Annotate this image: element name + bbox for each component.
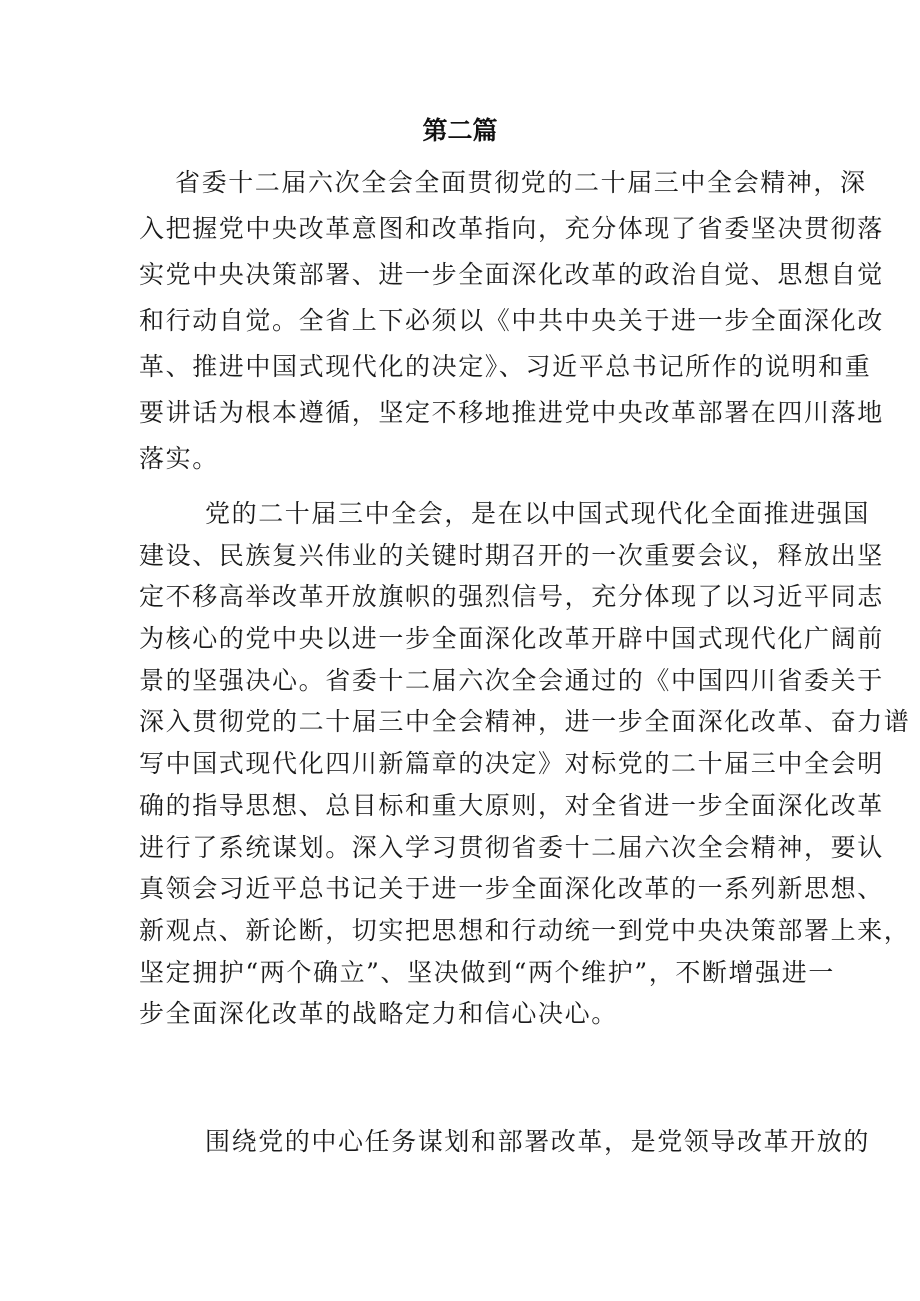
text-line: 进行了系统谋划。深入学习贯彻省委十二届六次全会精神，要认: [139, 832, 884, 862]
text-line: 景的坚强决心。省委十二届六次全会通过的《中国四川省委关于: [139, 665, 884, 695]
text-line: 建设、民族复兴伟业的关键时期召开的一次重要会议，释放出坚: [139, 540, 884, 570]
text-line: 实党中央决策部署、进一步全面深化改革的政治自觉、思想自觉: [139, 260, 884, 289]
text-line: 确的指导思想、总目标和重大原则，对全省进一步全面深化改革: [139, 790, 884, 820]
text-line: 为核心的党中央以进一步全面深化改革开辟中国式现代化广阔前: [139, 624, 884, 654]
text-line: 真领会习近平总书记关于进一步全面深化改革的一系列新思想、: [139, 874, 884, 904]
text-line: 省委十二届六次全会全面贯彻党的二十届三中全会精神，深: [175, 168, 867, 197]
text-line: 围绕党的中心任务谋划和部署改革，是党领导改革开放的: [205, 1127, 871, 1156]
text-line: 步全面深化改革的战略定力和信心决心。: [139, 999, 618, 1029]
text-line: 要讲话为根本遵循，坚定不移地推进党中央改革部署在四川落地: [139, 398, 884, 427]
text-line: 党的二十届三中全会，是在以中国式现代化全面推进强国: [205, 499, 871, 528]
text-line: 和行动自觉。全省上下必须以《中共中央关于进一步全面深化改: [139, 306, 884, 335]
paragraph-3: [139, 1119, 871, 1165]
text-line: 落实。: [139, 444, 219, 473]
text-line: 坚定拥护“两个确立”、坚决做到“两个维护”，不断增强进一: [139, 957, 835, 987]
text-line: 入把握党中央改革意图和改革指向，充分体现了省委坚决贯彻落: [139, 214, 884, 243]
paragraph-1: [139, 160, 884, 482]
text-line: 新观点、新论断，切实把思想和行动统一到党中央决策部署上来，: [139, 915, 911, 945]
document-title: 第二篇: [422, 116, 498, 145]
text-line: 革、推进中国式现代化的决定》、习近平总书记所作的说明和重: [139, 352, 872, 381]
text-line: 写中国式现代化四川新篇章的决定》对标党的二十届三中全会明: [139, 749, 884, 779]
paragraph-2: [139, 493, 911, 1035]
text-line: 深入贯彻党的二十届三中全会精神，进一步全面深化改革、奋力谱: [139, 707, 911, 737]
text-line: 定不移高举改革开放旗帜的强烈信号，充分体现了以习近平同志: [139, 582, 884, 612]
